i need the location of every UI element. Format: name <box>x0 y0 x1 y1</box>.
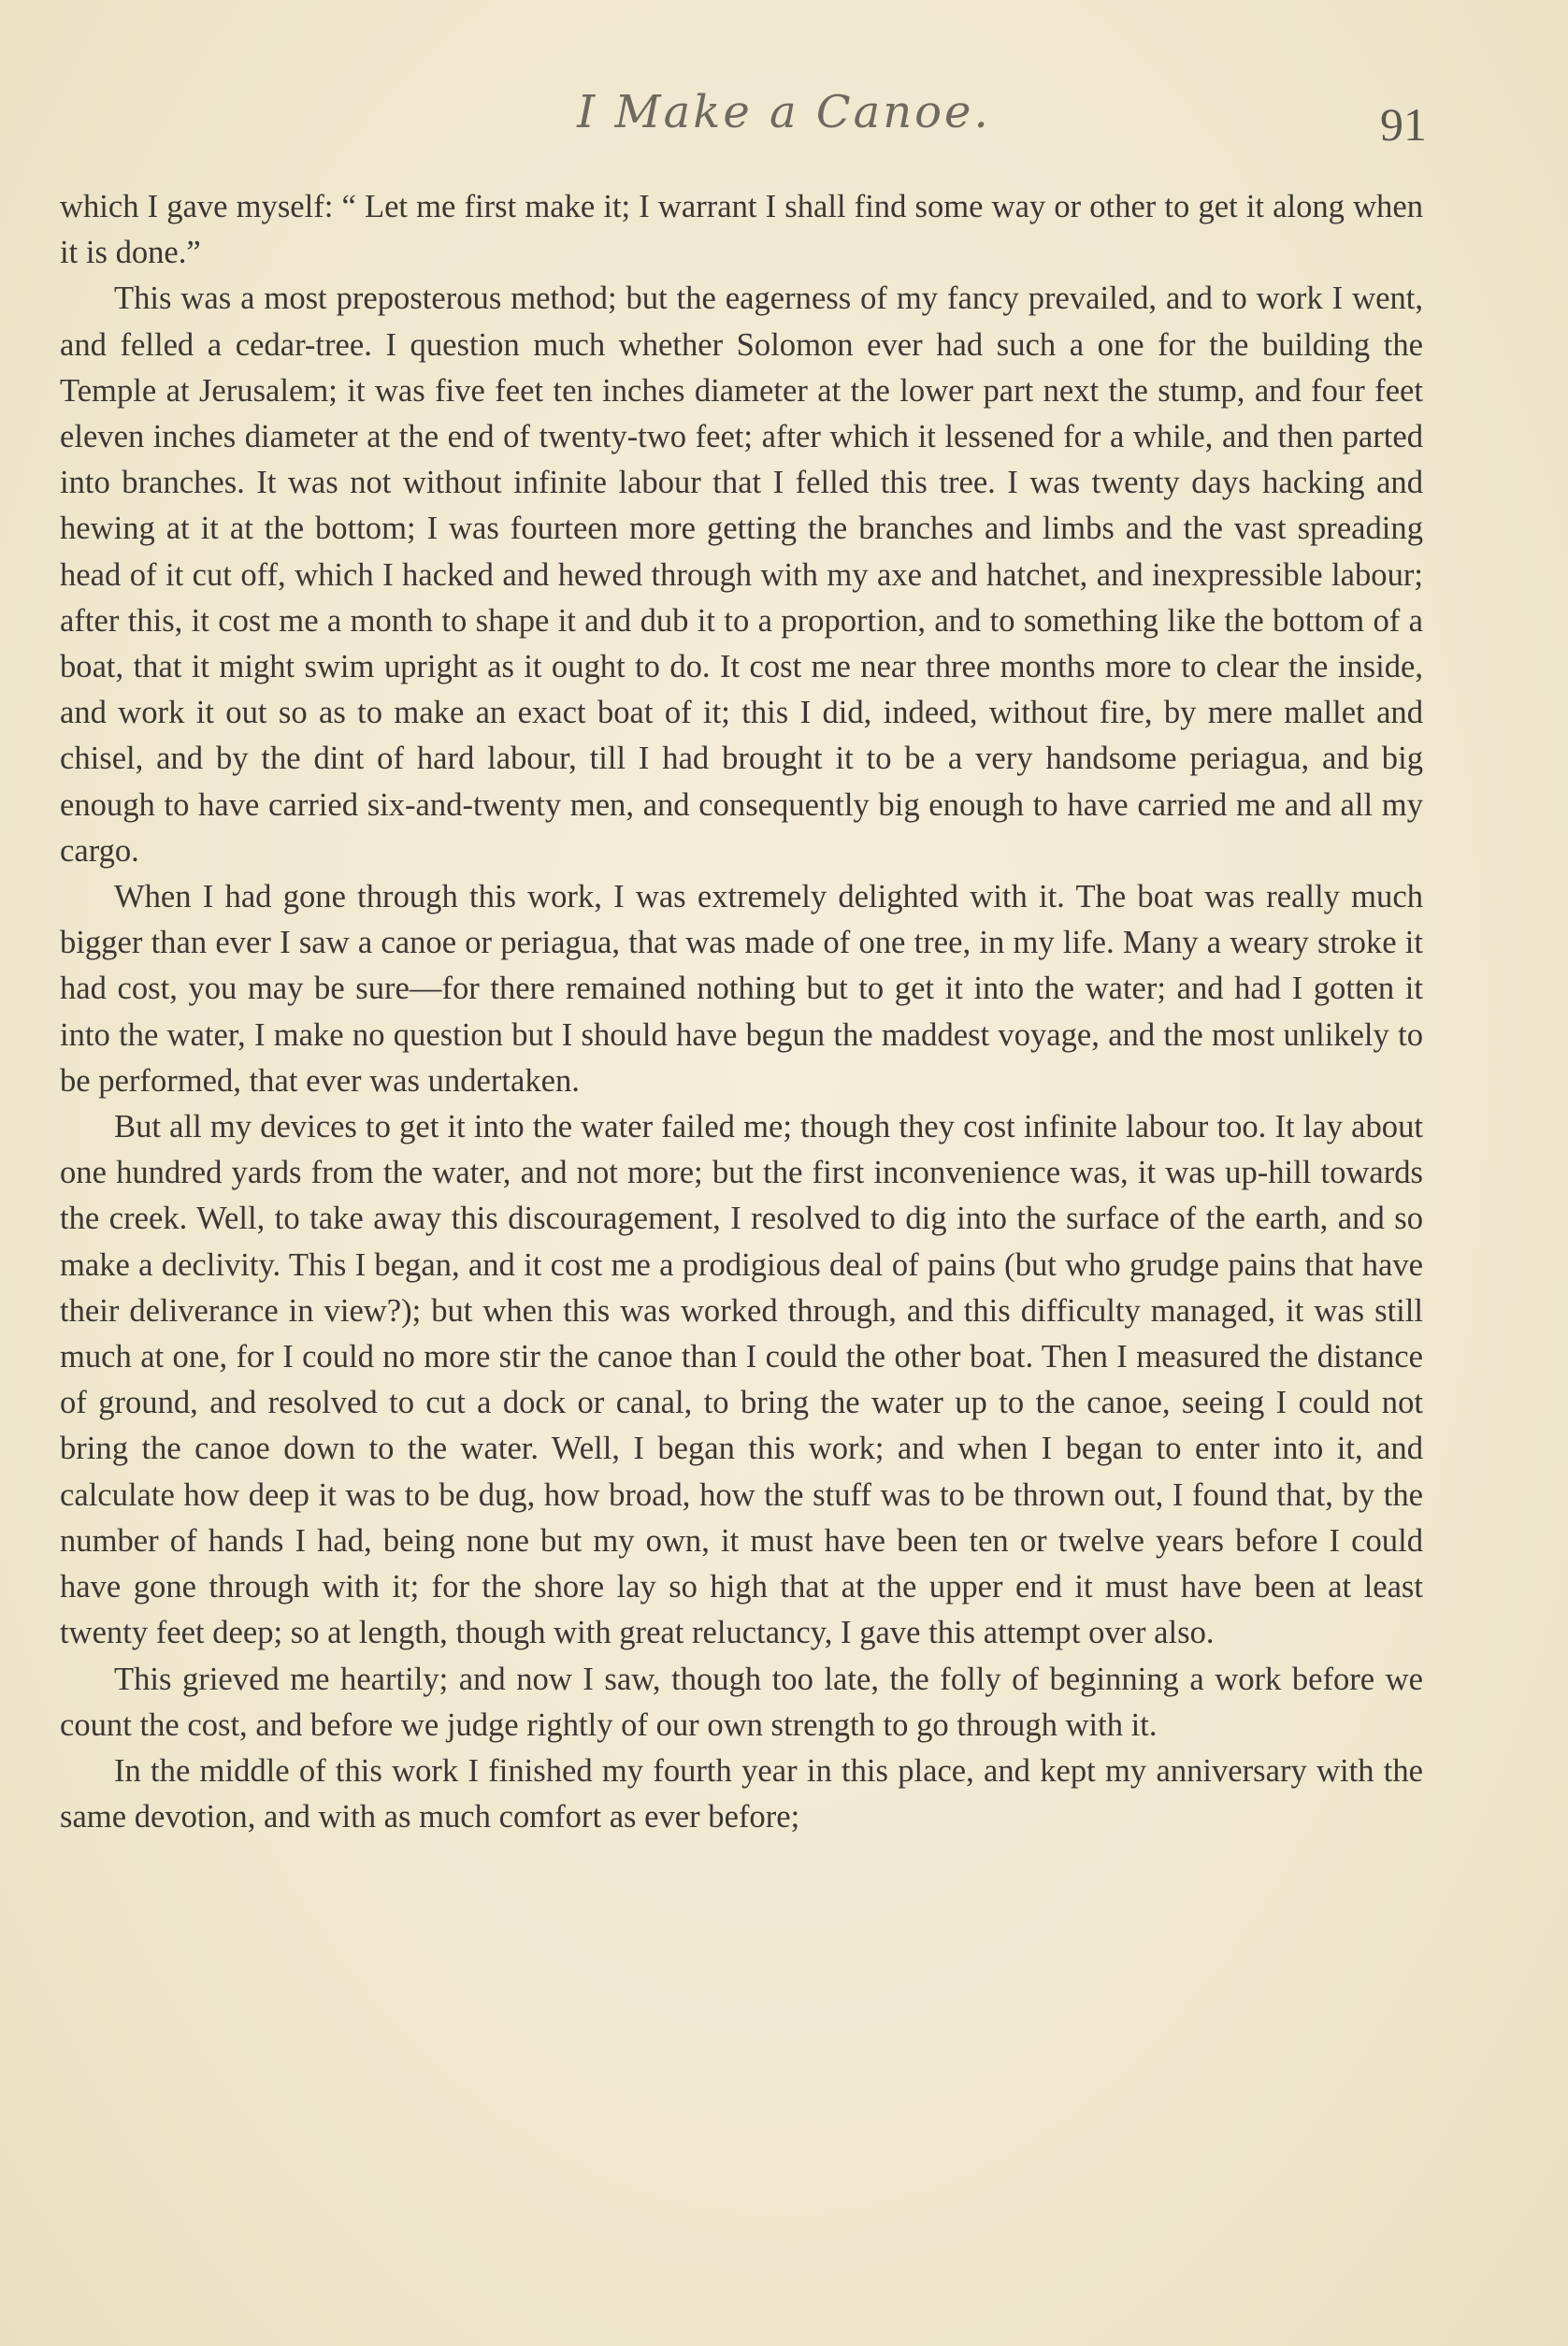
paragraph-continued: which I gave myself: “ Let me first make it; I warrant I shall find some way or other to get it along when it is done.” <box>60 189 1423 271</box>
paragraph: This was a most preposterous method; but the eagerness of my fancy prevailed, and to work I went, and felled a cedar-tree. I question much whether Solomon ever had such a one for the building the Temple at Jerusalem; it was five feet ten inches diameter at the lower part next the stump, and four feet eleven inches diameter at the end of twenty-two feet; after which it lessened for a while, and then parted into branches. It was not without infinite labour that I felled this tree. I was twenty days hacking and hewing at it at the bottom; I was fourteen more getting the branches and limbs and the vast spreading head of it cut off, which I hacked and hewed through with my axe and hatchet, and inexpressible labour; after this, it cost me a month to shape it and dub it to a proportion, and to something like the bottom of a boat, that it might swim upright as it ought to do. It cost me near three months more to clear the inside, and work it out so as to make an exact boat of it; this I did, indeed, without fire, by mere mallet and chisel, and by the dint of hard labour, till I had brought it to be a very handsome periagua, and big enough to have carried six-and-twenty men, and consequently big enough to have carried me and all my cargo. <box>60 281 1423 869</box>
body-text <box>60 184 1423 1840</box>
running-head: I Make a Canoe. <box>577 86 991 138</box>
page-number: 91 <box>1380 98 1427 151</box>
paragraph: In the middle of this work I finished my fourth year in this place, and kept my anniversary with the same devotion, and with as much comfort as ever before; <box>60 1752 1423 1835</box>
paragraph: When I had gone through this work, I was extremely delighted with it. The boat was really much bigger than ever I saw a canoe or periagua, that was made of one tree, in my life. Many a weary stroke it had cost, you may be sure—for there remained nothing but to get it into the water; and had I gotten it into the water, I make no question but I should have begun the maddest voyage, and the most unlikely to be performed, that ever was undertaken. <box>60 879 1423 1099</box>
paragraph: But all my devices to get it into the water failed me; though they cost infinite labour too. It lay about one hundred yards from the water, and not more; but the first inconvenience was, it was up-hill towards the creek. Well, to take away this discouragement, I resolved to dig into the surface of the earth, and so make a declivity. This I began, and it cost me a prodigious deal of pains (but who grudge pains that have their deliverance in view?); but when this was worked through, and this difficulty managed, it was still much at one, for I could no more stir the canoe than I could the other boat. Then I measured the distance of ground, and resolved to cut a dock or canal, to bring the water up to the canoe, seeing I could not bring the canoe down to the water. Well, I began this work; and when I began to enter into it, and calculate how deep it was to be dug, how broad, how the stuff was to be thrown out, I found that, by the number of hands I had, being none but my own, it must have been ten or twelve years before I could have gone through with it; for the shore lay so high that at the upper end it must have been at least twenty feet deep; so at length, though with great reluctancy, I gave this attempt over also. <box>60 1109 1423 1651</box>
paragraph: This grieved me heartily; and now I saw, though too late, the folly of beginning a work before we count the cost, and before we judge rightly of our own strength to go through with it. <box>60 1661 1423 1743</box>
